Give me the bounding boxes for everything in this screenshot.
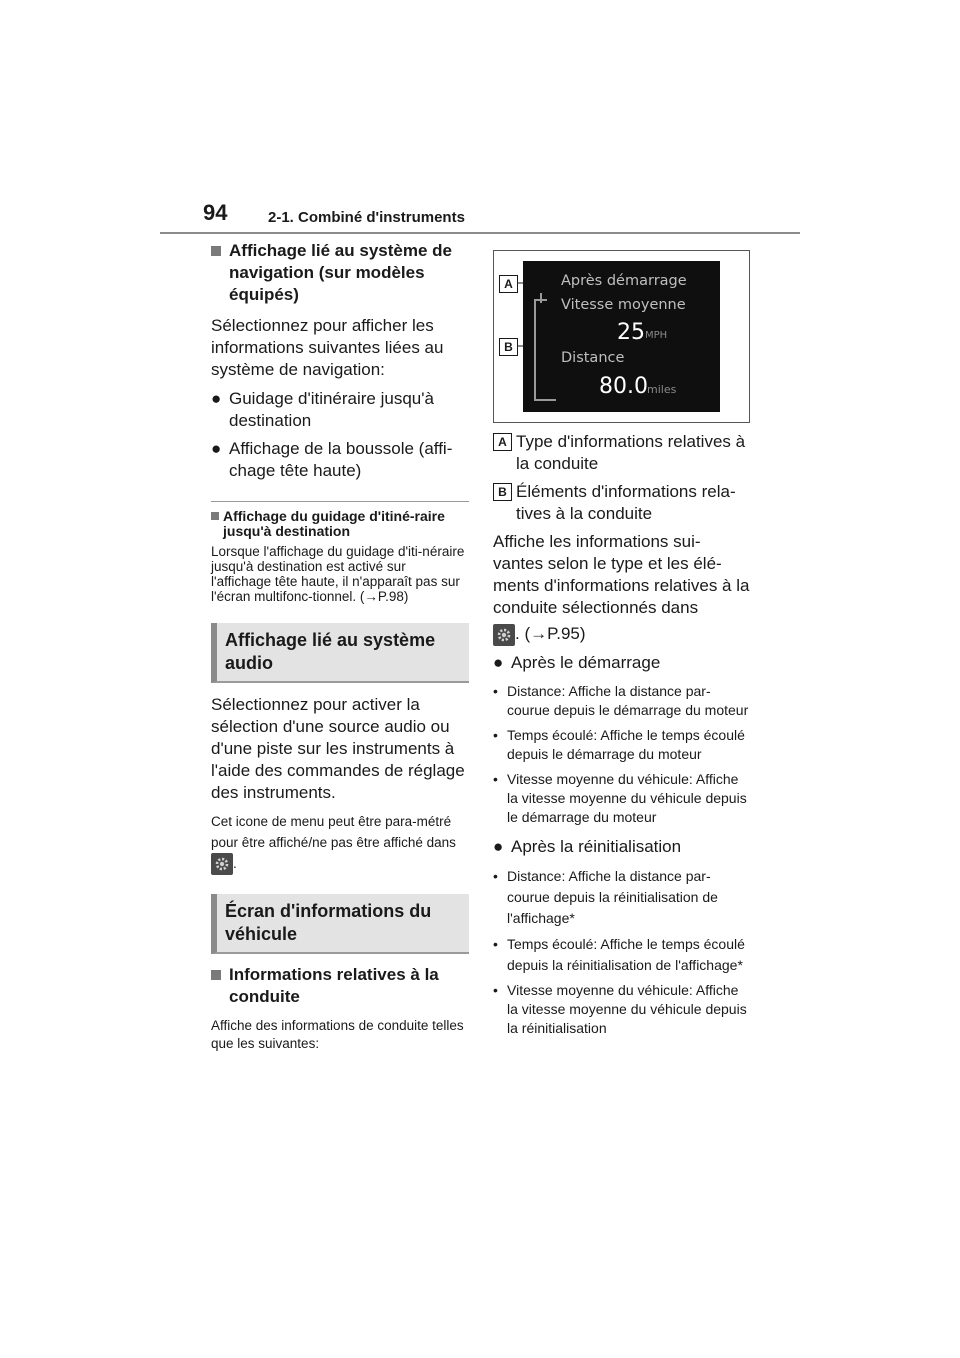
nav-intro: Sélectionnez pour afficher les informations suivantes liées au système de navigation:: [211, 316, 444, 379]
after-reset-item: [493, 866, 750, 929]
driving-note: Affiche des informations de conduite telles que les suivantes:: [211, 1018, 464, 1052]
avg-speed-unit: MPH: [645, 330, 668, 341]
legend-text-a: Type d'informations relatives à la conduite: [516, 432, 746, 473]
instrument-screen: [523, 261, 720, 412]
legend-item-a: [493, 431, 750, 475]
audio-note-end: .: [233, 856, 237, 871]
square-bullet-icon: [211, 970, 221, 980]
nav-heading: [211, 240, 469, 306]
distance-unit: miles: [647, 383, 677, 396]
dash-icon: •: [493, 935, 498, 952]
dash-icon: •: [493, 770, 498, 787]
after-start-item: [493, 682, 750, 720]
bullet-icon: ●: [211, 439, 222, 458]
bullet-icon: ●: [211, 389, 222, 408]
square-bullet-icon: [211, 512, 219, 520]
callout-b: B: [499, 338, 518, 356]
dash-icon: •: [493, 682, 498, 699]
gear-icon: [493, 624, 515, 646]
after-reset-text: Après la réinitialisation: [511, 836, 682, 856]
after-start-item-text: Distance: Affiche la distance par-courue depuis le démarrage du moteur: [507, 682, 749, 718]
audio-note-text: Cet icone de menu peut être para-métré pour être affiché/ne pas être affiché dans: [211, 814, 456, 850]
intro-ref-text: . (→P.95): [515, 624, 586, 643]
bullet-icon: ●: [493, 836, 504, 856]
route-heading: [211, 509, 469, 539]
legend-item-b: [493, 481, 750, 525]
legend-text-b: Éléments d'informations rela-tives à la conduite: [516, 482, 736, 523]
left-column: [211, 240, 469, 1053]
after-reset-item-text: Distance: Affiche la distance par-courue depuis la réinitialisation de l'affichage*: [507, 867, 718, 926]
chapter-title: 2-1. Combiné d'instruments: [268, 209, 465, 226]
right-column: [493, 250, 750, 1038]
dash-icon: •: [493, 726, 498, 743]
after-reset-heading: [493, 836, 750, 858]
avg-speed-label: Vitesse moyenne: [561, 297, 686, 313]
screen-title: Après démarrage: [561, 273, 687, 289]
legend-label-a: A: [493, 433, 512, 451]
after-reset-item: [493, 934, 750, 976]
nav-bullet-text: Affichage de la boussole (affi-chage tête haute): [229, 439, 453, 480]
bullet-icon: ●: [493, 652, 504, 672]
driving-info-figure: [493, 250, 750, 423]
gear-icon: [211, 853, 233, 875]
nav-bullet: [211, 438, 469, 482]
distance-value: 80.0: [599, 374, 648, 399]
legend-label-b: B: [493, 483, 512, 501]
after-reset-item-text: Temps écoulé: Affiche le temps écoulé depuis la réinitialisation de l'affichage*: [507, 935, 745, 973]
dash-icon: •: [493, 981, 498, 998]
after-reset-item: [493, 981, 750, 1038]
callout-a: A: [499, 275, 518, 293]
square-bullet-icon: [211, 246, 221, 256]
audio-section-title: Affichage lié au système audio: [211, 623, 469, 683]
audio-note: [211, 811, 469, 875]
screen-bracket: [534, 299, 536, 401]
after-start-heading: [493, 652, 750, 674]
page-number: 94: [203, 200, 228, 225]
dash-icon: •: [493, 867, 498, 884]
driving-heading: [211, 964, 469, 1008]
nav-heading-text: Affichage lié au système de navigation (sur modèles équipés): [229, 241, 452, 304]
right-intro-ref: [493, 623, 750, 646]
right-intro: Affiche les informations sui-vantes selon le type et les élé-ments d'informations relatives à la conduite sélectionnés dans: [493, 532, 750, 617]
nav-bullet: [211, 388, 469, 432]
nav-bullet-text: Guidage d'itinéraire jusqu'à destination: [229, 389, 434, 430]
vehicle-section-title: Écran d'informations du véhicule: [211, 894, 469, 954]
after-start-item-text: Temps écoulé: Affiche le temps écoulé depuis le démarrage du moteur: [507, 726, 745, 762]
avg-speed-value: 25: [617, 320, 645, 345]
route-note: Lorsque l'affichage du guidage d'iti-néraire jusqu'à destination est activé sur l'affichage tête haute, il n'apparaît pas sur l'écran multifonc-tionnel. (→P.98): [211, 544, 465, 604]
after-start-text: Après le démarrage: [511, 652, 661, 672]
audio-text: Sélectionnez pour activer la sélection d'une source audio ou d'une piste sur les instruments à l'aide des commandes de réglage des instruments.: [211, 695, 465, 802]
after-start-item-text: Vitesse moyenne du véhicule: Affiche la vitesse moyenne du véhicule depuis le démarrage du moteur: [507, 770, 747, 825]
after-start-item: [493, 726, 750, 764]
driving-heading-text: Informations relatives à la conduite: [229, 965, 439, 1007]
header-rule: [160, 232, 800, 234]
after-reset-item-text: Vitesse moyenne du véhicule: Affiche la vitesse moyenne du véhicule depuis la réinitialisation: [507, 981, 747, 1036]
distance-label: Distance: [561, 350, 625, 366]
after-start-item: [493, 770, 750, 827]
route-heading-text: Affichage du guidage d'itiné-raire jusqu'à destination: [223, 508, 445, 539]
